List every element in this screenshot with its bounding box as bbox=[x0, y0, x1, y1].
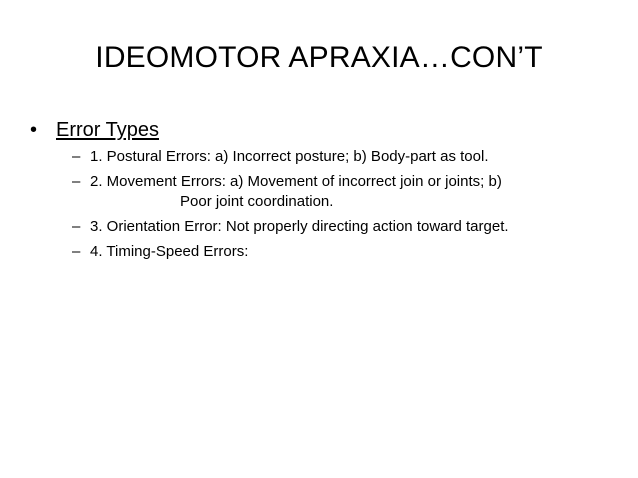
list-item-text: 3. Orientation Error: Not properly directing action toward target. bbox=[90, 218, 509, 235]
list-item-movement-errors bbox=[72, 172, 632, 212]
dash-marker: – bbox=[72, 173, 81, 190]
list-item-text: 4. Timing-Speed Errors: bbox=[90, 243, 249, 260]
list-item-orientation-error bbox=[72, 217, 632, 237]
dash-marker: – bbox=[72, 218, 81, 235]
slide-title: IDEOMOTOR APRAXIA…CON’T bbox=[95, 41, 543, 74]
dash-marker: – bbox=[72, 148, 81, 165]
error-types-list bbox=[72, 147, 632, 267]
list-item-continuation: Poor joint coordination. bbox=[180, 193, 334, 210]
list-item-timing-speed-errors bbox=[72, 242, 632, 262]
list-item-text: 1. Postural Errors: a) Incorrect posture; b) Body-part as tool. bbox=[90, 148, 489, 165]
bullet-error-types bbox=[30, 117, 159, 143]
dash-marker: – bbox=[72, 243, 81, 260]
list-item-postural-errors bbox=[72, 147, 632, 167]
bullet-text: Error Types bbox=[56, 119, 159, 141]
list-item-text: 2. Movement Errors: a) Movement of incorrect join or joints; b) bbox=[90, 173, 502, 190]
bullet-marker: • bbox=[30, 119, 38, 141]
